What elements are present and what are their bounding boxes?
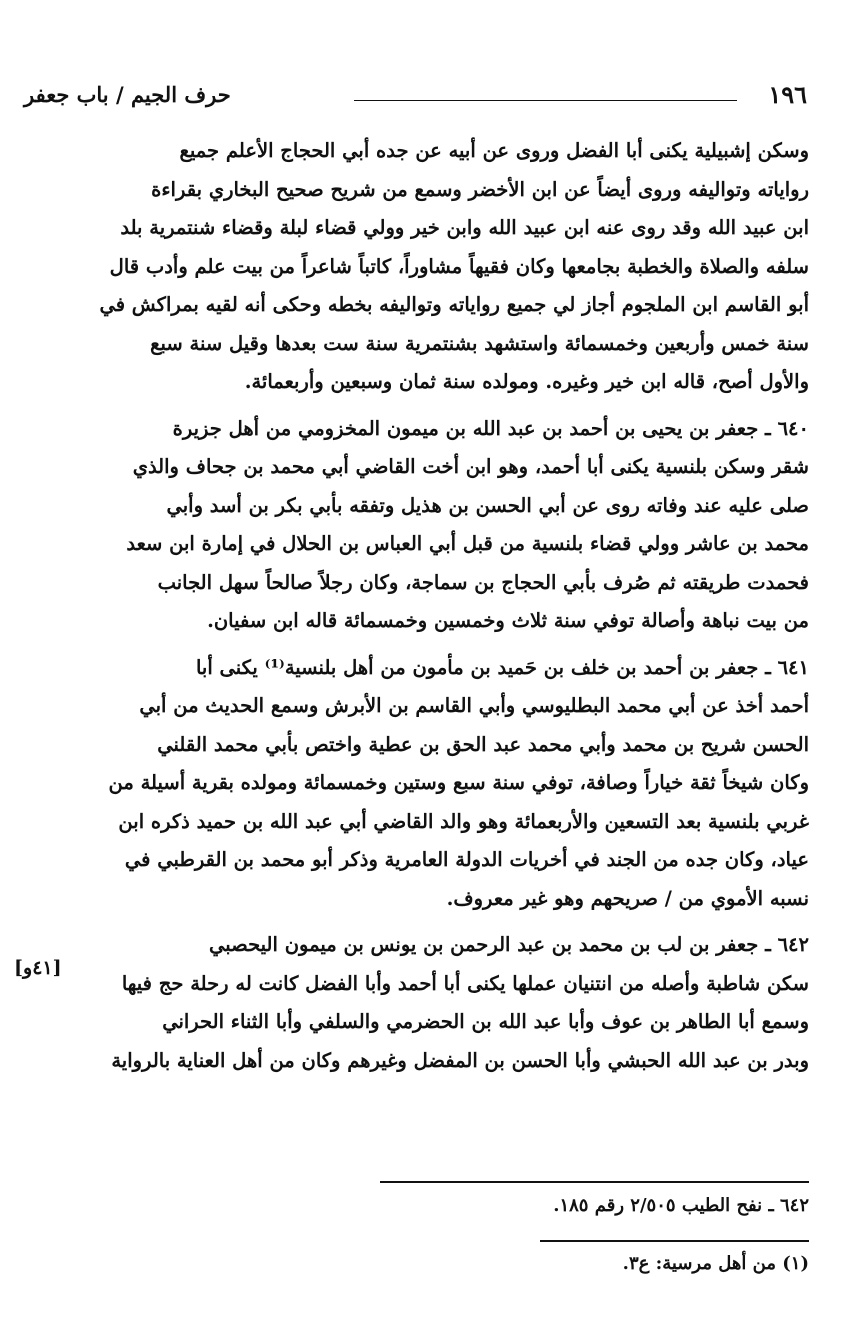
- page-header: [24, 80, 807, 114]
- text-line: سلفه والصلاة والخطبة بجامعها وكان فقيهاً مشاوراً، كاتباً شاعراً من بيت علم وأدب قال: [109, 254, 809, 278]
- text-line: وكان شيخاً ثقة خياراً وصافة، توفي سنة سبع وستين وخمسمائة ومولده بقرية أسيلة من: [108, 771, 809, 794]
- body-text: [22, 132, 809, 1088]
- paragraph-continuation: [22, 132, 809, 402]
- text-line: عياد، وكان جده من الجند في أخريات الدولة العامرية وذكر أبو محمد بن القرطبي في: [124, 848, 809, 871]
- text-line: وسكن إشبيلية يكنى أبا الفضل وروى عن أبيه عن جده أبي الحجاج الأعلم جميع: [179, 139, 809, 162]
- text-line: وبدر بن عبد الله الحبشي وأبا الحسن بن المفضل وغيرهم وكان من أهل العناية بالرواية: [111, 1048, 809, 1072]
- page-number: ١٩٦: [768, 80, 807, 109]
- entry-642: [22, 926, 809, 1080]
- entry-641: [22, 649, 809, 919]
- text-line: فحمدت طريقته ثم صُرف بأبي الحجاج بن سماجة، وكان رجلاً صالحاً سهل الجانب: [157, 570, 809, 594]
- text-line: من بيت نباهة وأصالة توفي سنة ثلاث وخمسين وخمسمائة قاله ابن سفيان.: [207, 609, 809, 632]
- text-line: ٦٤١ ـ جعفر بن أحمد بن خلف بن حَميد بن مأمون من أهل بلنسية⁽¹⁾ يكنى أبا: [195, 655, 809, 679]
- text-line: رواياته وتواليفه وروى أيضاً عن ابن الأخضر وسمع من شريح صحيح البخاري بقراءة: [151, 177, 809, 201]
- text-line: سكن شاطبة وأصله من انتنيان عملها يكنى أبا أحمد وأبا الفضل كانت له رحلة حج فيها: [121, 971, 809, 995]
- text-line: الحسن شريح بن محمد وأبي محمد عبد الحق بن عطية واختص بأبي محمد القلني: [157, 732, 809, 756]
- text-line: سنة خمس وأربعين وخمسمائة واستشهد بشنتمرية سنة ست بعدها وقيل سنة سبع: [150, 331, 809, 355]
- text-line: غربي بلنسية بعد التسعين والأربعمائة وهو والد القاضي أبي عبد الله بن حميد ذكره ابن: [118, 809, 809, 833]
- footnote-variant: (١) من أهل مرسية: ع٣.: [622, 1253, 809, 1274]
- text-line: والأول أصح، قاله ابن خير وغيره. ومولده سنة ثمان وسبعين وأربعمائة.: [244, 370, 809, 393]
- entry-640: [22, 410, 809, 641]
- text-line: ابن عبيد الله وقد روى عنه ابن عبيد الله وابن خير وولي قضاء لبلة وقضاء شنتمرية بلد: [120, 216, 809, 239]
- text-line: أبو القاسم ابن الملجوم أجاز لي جميع رواياته وتواليفه بخطه وحكى أنه لقيه بمراكش في: [99, 293, 809, 316]
- text-line: وسمع أبا الطاهر بن عوف وأبا عبد الله بن الحضرمي والسلفي وأبا الثناء الحراني: [162, 1010, 809, 1033]
- text-line: شقر وسكن بلنسية يكنى أبا أحمد، وهو ابن أخت القاضي أبي محمد بن جحاف والذي: [132, 455, 809, 478]
- header-rule: [354, 100, 737, 101]
- footnote-rule-sources: [380, 1181, 809, 1183]
- text-line: أحمد أخذ عن أبي محمد البطليوسي وأبي القاسم بن الأبرش وسمع الحديث من أبي: [139, 694, 809, 717]
- running-title: حرف الجيم / باب جعفر: [24, 82, 231, 107]
- text-line: صلى عليه عند وفاته روى عن أبي الحسن بن هذيل وتفقه بأبي بكر بن أسد وأبي: [166, 493, 809, 517]
- text-line: ٦٤٠ ـ جعفر بن يحيى بن أحمد بن عبد الله بن ميمون المخزومي من أهل جزيرة: [172, 416, 809, 440]
- text-line: نسبه الأموي من / صريحهم وهو غير معروف.: [446, 886, 809, 910]
- text-line: محمد بن عاشر وولي قضاء بلنسية من قبل أبي العباس بن الحلال في إمارة ابن سعد: [126, 532, 809, 555]
- footnote-rule-variants: [540, 1240, 809, 1242]
- margin-folio-note: [٤١و]: [14, 957, 62, 979]
- footnote-source: ٦٤٢ ـ نفح الطيب ٢/٥٠٥ رقم ١٨٥.: [553, 1195, 809, 1216]
- text-line: ٦٤٢ ـ جعفر بن لب بن محمد بن عبد الرحمن بن يونس بن ميمون اليحصبي: [209, 933, 809, 956]
